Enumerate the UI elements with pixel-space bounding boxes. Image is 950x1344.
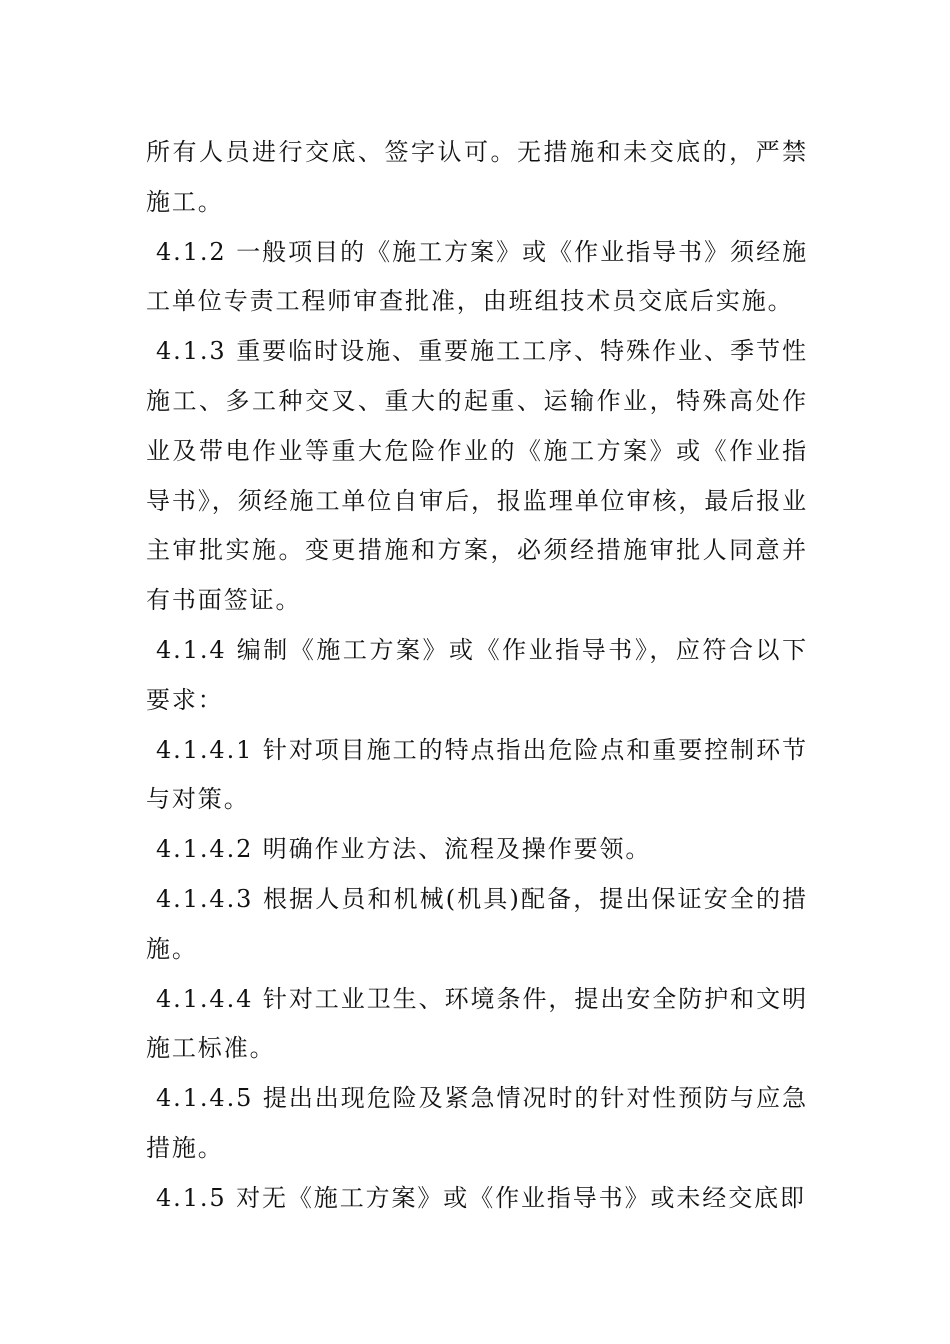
document-body bbox=[146, 128, 808, 1224]
paragraph-4-1-5: 4.1.5 对无《施工方案》或《作业指导书》或未经交底即 bbox=[156, 1183, 806, 1212]
paragraph-4-1-4-5: 4.1.4.5 提出出现危险及紧急情况时的针对性预防与应急措施。 bbox=[146, 1084, 808, 1162]
paragraph-4-1-4: 4.1.4 编制《施工方案》或《作业指导书》，应符合以下要求： bbox=[146, 635, 808, 714]
paragraph-4-1-3: 4.1.3 重要临时设施、重要施工工序、特殊作业、季节性施工、多工种交叉、重大的起重、运输作业，特殊高处作业及带电作业等重大危险作业的《施工方案》或《作业指导书》，须经施工单位自审后，报监理单位审核，最后报业主审批实施。变更措施和方案，必须经措施审批人同意并有书面签证。 bbox=[146, 337, 808, 615]
paragraph-4-1-4-4: 4.1.4.4 针对工业卫生、环境条件，提出安全防护和文明施工标准。 bbox=[146, 984, 808, 1063]
paragraph-4-1-4-3: 4.1.4.3 根据人员和机械(机具)配备，提出保证安全的措施。 bbox=[146, 884, 808, 963]
paragraph-4-1-4-1: 4.1.4.1 针对项目施工的特点指出危险点和重要控制环节与对策。 bbox=[146, 735, 808, 814]
paragraph-4-1-2: 4.1.2 一般项目的《施工方案》或《作业指导书》须经施工单位专责工程师审查批准，由班组技术员交底后实施。 bbox=[146, 237, 808, 316]
paragraph-continued: 所有人员进行交底、签字认可。无措施和未交底的，严禁施工。 bbox=[146, 138, 808, 216]
paragraph-4-1-4-2: 4.1.4.2 明确作业方法、流程及操作要领。 bbox=[156, 835, 652, 864]
